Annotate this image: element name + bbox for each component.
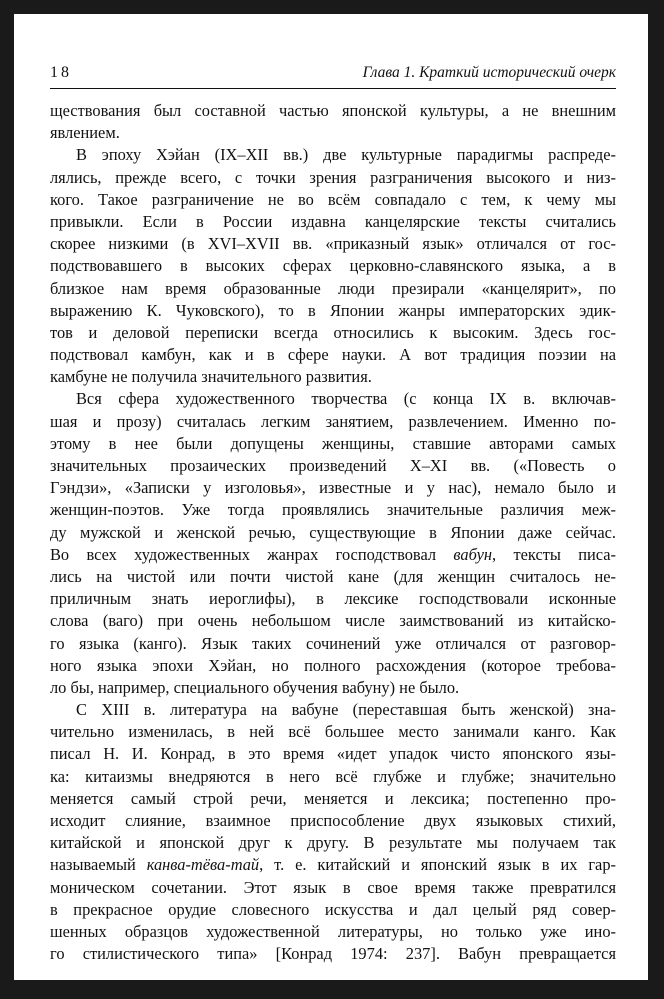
text-line <box>50 233 616 255</box>
text-line <box>50 344 616 366</box>
text-segment: ка: китаизмы внедряются в него всё глубже и глубже; значительно <box>50 766 616 786</box>
text-segment: подствовал камбун, как и в сфере науки. А вот традиция поэзии на <box>50 345 616 365</box>
text-segment: го стилистического типа» [Конрад 1974: 237]. Вабун превращается <box>50 944 616 964</box>
text-line <box>50 832 616 854</box>
text-line <box>50 366 616 388</box>
text-segment: Вся сфера художественного творчества (с конца IX в. включав- <box>76 389 616 409</box>
text-line <box>50 810 616 832</box>
book-page <box>14 14 648 980</box>
text-segment: ного языка эпохи Хэйан, но полного расхождения (которое требова- <box>50 655 616 675</box>
text-segment: явлением. <box>50 123 120 143</box>
text-line <box>50 588 616 610</box>
text-segment: ло бы, например, специального обучения вабуну) не было. <box>50 677 460 697</box>
text-segment: подствовавшего в высоких сферах церковно-славянского языка, а в <box>50 256 616 276</box>
text-line <box>50 788 616 810</box>
text-line <box>50 144 616 166</box>
text-segment: этому в нее были допущены женщины, ставшие авторами самых <box>50 433 616 453</box>
text-line <box>50 743 616 765</box>
text-segment: исходит слияние, взаимное приспособление двух языковых стихий, <box>50 811 616 830</box>
text-line <box>50 100 616 122</box>
text-line <box>50 544 616 566</box>
text-line <box>50 610 616 632</box>
text-segment: ду мужской и женской речью, существующие в Японии даже сейчас. <box>50 522 616 542</box>
text-line <box>50 255 616 277</box>
text-line <box>50 322 616 344</box>
text-segment: женщин-поэтов. Уже тогда проявлялись значительные различия меж- <box>50 500 616 520</box>
text-segment: кого. Такое разграничение не во всём совпадало с тем, к чему мы <box>50 189 616 209</box>
text-segment: , т. е. китайский и японский язык в их гар- <box>259 855 616 875</box>
text-segment: Во всех художественных жанрах господствовал <box>50 544 454 564</box>
text-line <box>50 477 616 499</box>
text-segment: , тексты писа- <box>492 544 616 564</box>
text-line <box>50 677 616 699</box>
text-line <box>50 699 616 721</box>
text-segment: китайской и японской друг к другу. В результате мы получаем так <box>50 833 616 853</box>
text-segment: шенных образцов художественной литературы, но только уже ино- <box>50 921 616 941</box>
text-segment: го языка (канго). Язык таких сочинений уже отличался от разговор- <box>50 633 616 653</box>
text-line <box>50 633 616 655</box>
text-segment: В эпоху Хэйан (IX–XII вв.) две культурные парадигмы распреде- <box>76 145 616 165</box>
text-segment: камбуне не получила значительного развития. <box>50 367 372 387</box>
text-segment: лялись, прежде всего, с точки зрения разграничения высокого и низ- <box>50 167 616 187</box>
text-line <box>50 388 616 410</box>
text-segment: чительно изменилась, в ней всё большее место занимали канго. Как <box>50 722 616 742</box>
text-segment: лись на чистой или почти чистой кане (для женщин считалось не- <box>50 566 616 586</box>
text-line <box>50 167 616 189</box>
text-line <box>50 655 616 677</box>
text-segment: значительных прозаических произведений X–XI вв. («Повесть о <box>50 456 616 475</box>
text-segment: тов и деловой переписки всегда относились к высоким. Здесь гос- <box>50 322 616 342</box>
text-line <box>50 854 616 876</box>
text-line <box>50 211 616 233</box>
text-segment: слова (ваго) при очень небольшом числе заимствований из китайско- <box>50 611 616 631</box>
text-line <box>50 943 616 965</box>
text-segment: Гэндзи», «Записки у изголовья», известные и у нас), немало было и <box>50 478 616 498</box>
text-segment: моническом сочетании. Этот язык в свое время также превратился <box>50 877 616 897</box>
text-line <box>50 766 616 788</box>
text-segment: приличным знать иероглифы), в лексике господствовали исконные <box>50 589 616 609</box>
text-segment: С XIII в. литература на вабуне (переставшая быть женской) зна- <box>76 700 616 720</box>
text-line <box>50 899 616 921</box>
text-line <box>50 522 616 544</box>
text-segment: выражению К. Чуковского), то в Японии жанры императорских эдик- <box>50 300 616 320</box>
text-segment: шая и прозу) считалась легким занятием, развлечением. Именно по- <box>50 411 616 431</box>
text-line <box>50 566 616 588</box>
text-line <box>50 921 616 943</box>
chapter-title: Глава 1. Краткий исторический очерк <box>362 64 616 81</box>
text-line <box>50 122 616 144</box>
text-line <box>50 300 616 322</box>
text-line <box>50 877 616 899</box>
text-line <box>50 433 616 455</box>
running-head <box>50 58 616 89</box>
text-segment: ществования был составной частью японской культуры, а не внешним <box>50 101 616 120</box>
text-line <box>50 455 616 477</box>
text-line <box>50 411 616 433</box>
page-number: 18 <box>50 64 72 81</box>
text-line <box>50 189 616 211</box>
text-line <box>50 721 616 743</box>
text-segment: меняется самый строй речи, меняется и лексика; постепенно про- <box>50 788 616 808</box>
text-segment: писал Н. И. Конрад, в это время «идет упадок чисто японского язы- <box>50 744 616 764</box>
text-segment: скорее низкими (в XVI–XVII вв. «приказный язык» отличался от гос- <box>50 234 616 254</box>
italic-term: вабун <box>453 544 493 564</box>
text-segment: привыкли. Если в России издавна канцелярские тексты считались <box>50 211 616 231</box>
text-line <box>50 499 616 521</box>
text-segment: в прекрасное орудие словесного искусства и дал целый ряд совер- <box>50 899 616 919</box>
text-line <box>50 278 616 300</box>
text-segment: близкое нам время образованные люди презирали «канцелярит», по <box>50 278 616 298</box>
text-segment: называемый <box>50 855 147 875</box>
italic-term: канва-тёва-тай <box>146 855 260 875</box>
body-text <box>50 100 616 965</box>
